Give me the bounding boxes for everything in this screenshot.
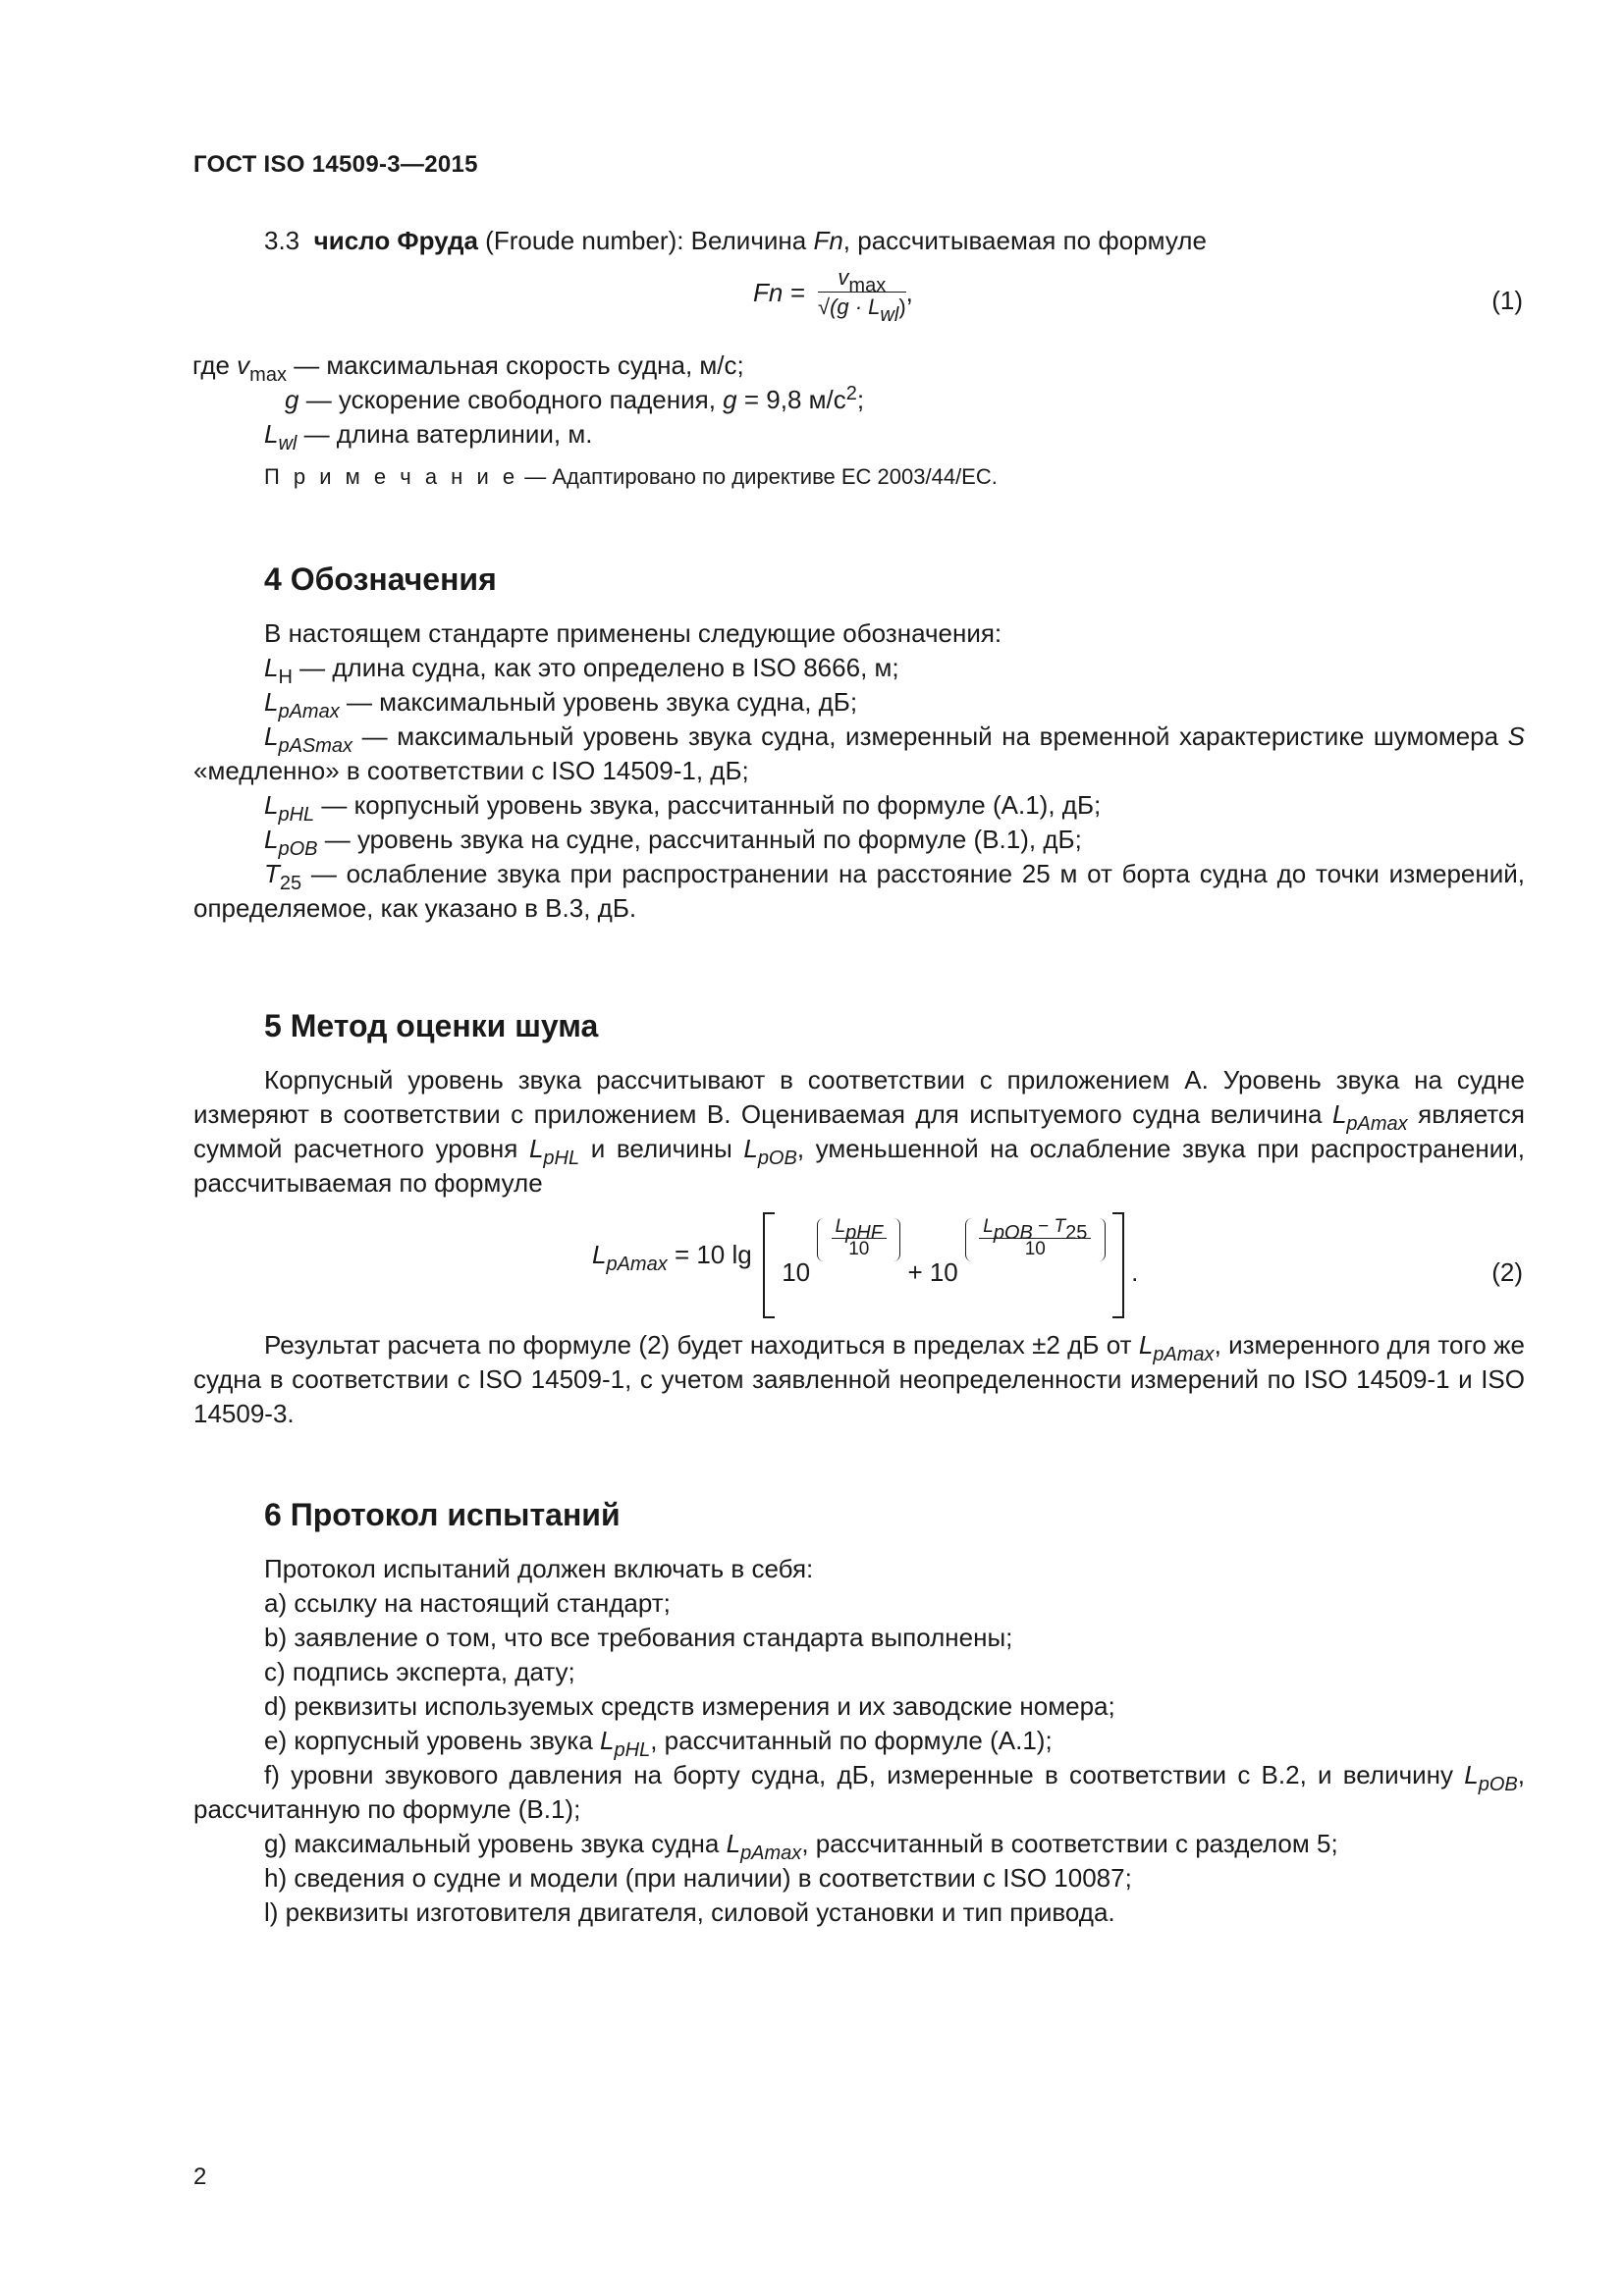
list-item-c: c) подпись эксперта, дату;: [264, 1657, 575, 1686]
section-4-heading: 4 Обозначения: [264, 561, 497, 597]
section-5-heading: 5 Метод оценки шума: [264, 1008, 599, 1043]
list-item-f: f) уровни звукового давления на борту судна, дБ, измеренные в соответствии с В.2, и величину $L_{pOB}$, рассчитанную по формуле (В.1);: [193, 1760, 1525, 1824]
section-6: [193, 1495, 1525, 1930]
symbol-lpamax: $L_{pAmax}$ — максимальный уровень звука судна, дБ;: [264, 687, 858, 722]
where-lwl: $L_{wl}$ — длина ватерлинии, м.: [264, 419, 593, 454]
froude-formula: Fn = $\frac{v_{max}}{√(g \cdot L_{wl})}$ ,: [753, 265, 913, 326]
symbol-t25: $T_{25}$ — ослабление звука при распространении на расстояние 25 м от борта судна до точки измерений, определяемое, как указано в В.3, дБ.: [193, 859, 1525, 923]
equation-2: [193, 1201, 1525, 1328]
list-item-e: e) корпусный уровень звука $L_{pHL}$, рассчитанный по формуле (А.1);: [264, 1726, 1053, 1761]
list-item-b: b) заявление о том, что все требования стандарта выполнены;: [264, 1623, 1013, 1652]
equation-1: [193, 258, 1525, 348]
section-6-heading: 6 Протокол испытаний: [264, 1497, 621, 1532]
symbol-lh: $L_H$ — длина судна, как это определено в ISO 8666, м;: [264, 653, 899, 688]
equation-1-label: (1): [1491, 286, 1523, 315]
list-item-g: g) максимальный уровень звука судна $L_{pAmax}$, рассчитанный в соответствии с разделом 5;: [264, 1829, 1338, 1864]
list-item-d: d) реквизиты используемых средств измерения и их заводские номера;: [264, 1691, 1115, 1721]
note: П р и м е ч а н и е — Адаптировано по директиве ЕС 2003/44/ЕС.: [264, 464, 998, 489]
section-5-paragraph-1: Корпусный уровень звука рассчитывают в соответствии с приложением А. Уровень звука на судне измеряют в соответствии с приложением В. Оцениваемая для испытуемого судна величина $L_{pAmax}$ является суммой расчетного уровня $L_{pHL}$ и величины $L_{pOB}$, уменьшенной на ослабление звука при распространении, рассчитываемая по формуле: [193, 1065, 1525, 1198]
section-3-3: [193, 224, 1525, 494]
symbol-lpasmax: $L_{pASmax}$ — максимальный уровень звука судна, измеренный на временной характеристике шумомера S «медленно» в соответствии с ISO 14509-1, дБ;: [193, 721, 1525, 785]
section-4: [193, 560, 1525, 926]
where-vmax: где $v_{max}$ — максимальная скорость судна, м/с;: [192, 350, 744, 386]
froude-definition: 3.3 число Фруда (Froude number): Величина Fn, рассчитываемая по формуле: [264, 226, 1207, 255]
list-item-l: l) реквизиты изготовителя двигателя, силовой установки и тип привода.: [264, 1897, 1115, 1927]
list-item-h: h) сведения о судне и модели (при наличии) в соответствии с ISO 10087;: [264, 1863, 1132, 1893]
section-5: [193, 1006, 1525, 1431]
where-g: g — ускорение свободного падения, g = 9,8 $м/с^2$;: [285, 383, 865, 414]
symbol-lphl: $L_{pHL}$ — корпусный уровень звука, рассчитанный по формуле (А.1), дБ;: [264, 790, 1102, 826]
equation-2-label: (2): [1491, 1257, 1523, 1287]
section-6-intro: Протокол испытаний должен включать в себя:: [264, 1554, 814, 1583]
page-number: 2: [193, 2163, 207, 2190]
symbol-lpob: $L_{pOB}$ — уровень звука на судне, рассчитанный по формуле (В.1), дБ;: [264, 825, 1082, 860]
section-4-intro: В настоящем стандарте применены следующие обозначения:: [264, 618, 1002, 648]
list-item-a: a) ссылку на настоящий стандарт;: [264, 1588, 671, 1618]
document-id: ГОСТ ISO 14509-3—2015: [193, 151, 478, 178]
section-5-paragraph-2: Результат расчета по формуле (2) будет находиться в пределах ±2 дБ от $L_{pAmax}$, измеренного для того же судна в соответствии с ISO 14509-1, с учетом заявленной неопределенности измерений по ISO 14509-1 и ISO 14509-3.: [193, 1330, 1525, 1428]
noise-formula: $L_{pAmax} = 10$ lg 10 $\frac{L_{pHF}}{10}$ + 10 $\frac{L_{pOB} - T_{25}}{10}$ .: [592, 1212, 1138, 1320]
